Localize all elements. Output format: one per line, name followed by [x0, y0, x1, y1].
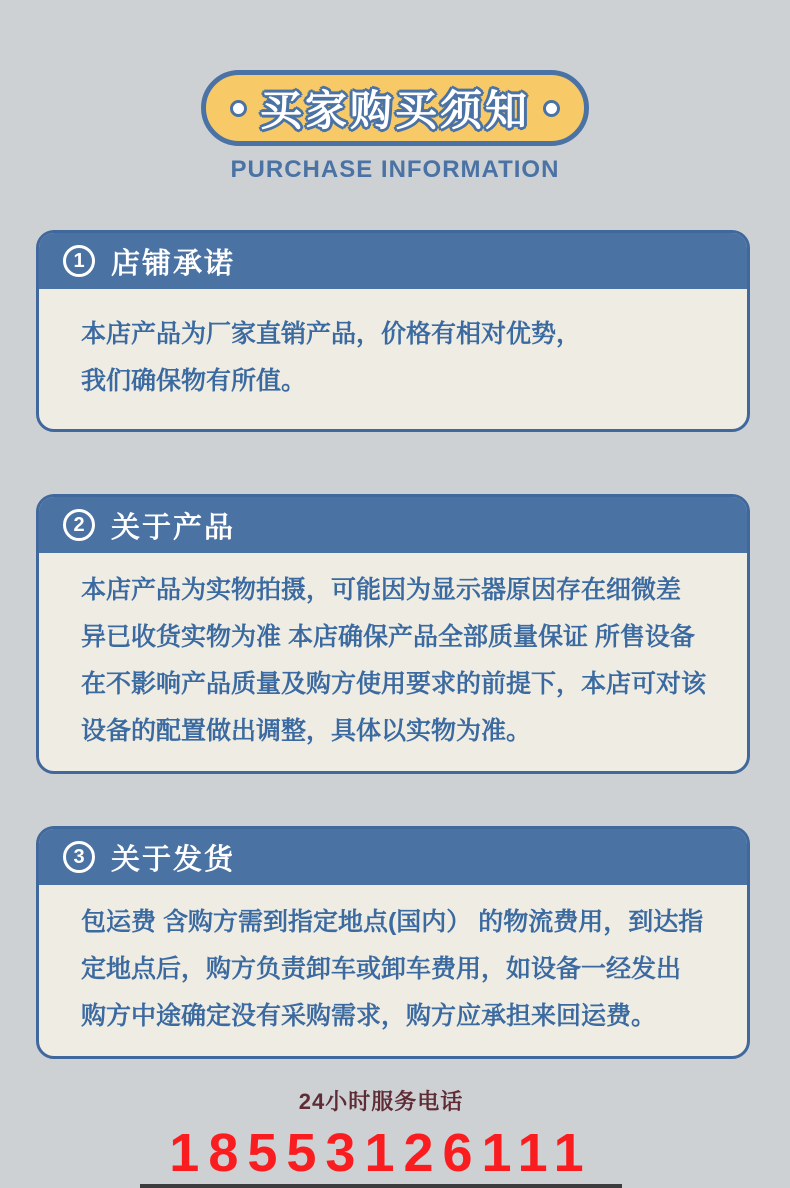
section-number-badge: 3: [63, 841, 95, 873]
body-text-line: 在不影响产品质量及购方使用要求的前提下，本店可对该: [81, 670, 707, 698]
body-text-line: 本店产品为实物拍摄，可能因为显示器原因存在细微差: [81, 576, 682, 604]
section-title: 关于产品: [111, 511, 236, 544]
header-badge-wrap: [0, 0, 790, 146]
section-about-product: [36, 494, 750, 774]
page-title: 买家购买须知: [259, 87, 530, 134]
section-body: [39, 885, 747, 1056]
section-about-shipping: [36, 826, 750, 1059]
section-title: 店铺承诺: [111, 247, 236, 280]
section-body: [39, 553, 747, 771]
footer: [140, 1085, 622, 1188]
divider: [140, 1184, 622, 1188]
dot-icon: [543, 100, 560, 117]
section-number-badge: 1: [63, 245, 95, 277]
body-text-line: 购方中途确定没有采购需求，购方应承担来回运费。: [81, 1002, 657, 1030]
section-number-badge: 2: [63, 509, 95, 541]
section-header: [39, 233, 747, 289]
body-text-line: 定地点后，购方负责卸车或卸车费用，如设备一经发出: [81, 955, 682, 983]
body-text-line: 本店产品为厂家直销产品，价格有相对优势，: [81, 320, 582, 348]
purchase-notice-badge: [201, 70, 589, 146]
section-header: [39, 829, 747, 885]
section-store-promise: [36, 230, 750, 432]
section-body: [39, 289, 747, 429]
body-text-line: 包运费 含购方需到指定地点(国内） 的物流费用，到达指: [81, 908, 704, 936]
body-text-line: 异已收货实物为准 本店确保产品全部质量保证 所售设备: [81, 623, 695, 651]
body-text-line: 设备的配置做出调整，具体以实物为准。: [81, 717, 532, 745]
dot-icon: [230, 100, 247, 117]
section-title: 关于发货: [111, 843, 236, 876]
body-text-line: 我们确保物有所值。: [81, 367, 307, 395]
section-header: [39, 497, 747, 553]
service-phone-number: 18553126111: [169, 1123, 593, 1183]
page-subtitle: PURCHASE INFORMATION: [230, 156, 560, 183]
service-hotline-label: 24小时服务电话: [298, 1089, 464, 1114]
